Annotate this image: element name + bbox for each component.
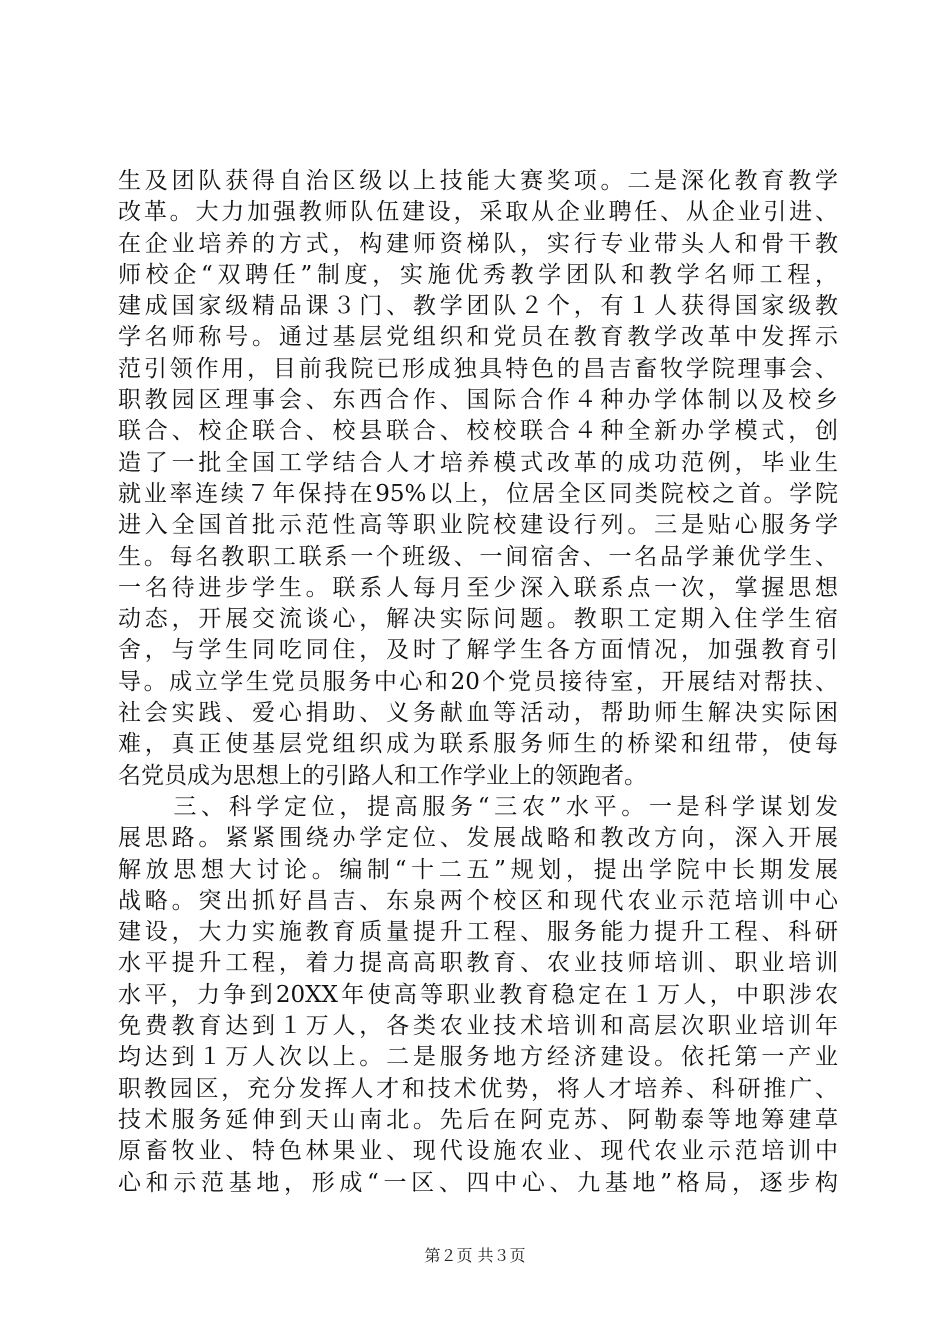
text-line-7: 范引领作用，目前我院已形成独具特色的昌吉畜牧学院理事会、: [118, 355, 838, 382]
text-line-33: 心和示范基地，形成“一区、四中心、九基地”格局，逐步构: [118, 1169, 838, 1196]
body-text: [118, 166, 838, 1199]
text-line-3: 在企业培养的方式，构建师资梯队，实行专业带头人和骨干教: [118, 230, 838, 257]
text-line-4: 师校企“双聘任”制度，实施优秀教学团队和教学名师工程，: [118, 261, 838, 288]
text-line-27: 水平，力争到20XX年使高等职业教育稳定在１万人，中职涉农: [118, 981, 838, 1008]
text-line-2: 改革。大力加强教师队伍建设，采取从企业聘任、从企业引进、: [118, 199, 838, 226]
text-line-31: 技术服务延伸到天山南北。先后在阿克苏、阿勒泰等地筹建草: [118, 1106, 838, 1133]
text-line-24: 战略。突出抓好昌吉、东泉两个校区和现代农业示范培训中心: [118, 887, 838, 914]
text-line-11: 就业率连续７年保持在95%以上，位居全区同类院校之首。学院: [118, 480, 838, 507]
text-line-28: 免费教育达到１万人，各类农业技术培训和高层次职业培训年: [118, 1013, 838, 1040]
text-line-12: 进入全国首批示范性高等职业院校建设行列。三是贴心服务学: [118, 512, 838, 539]
text-line-16: 舍，与学生同吃同住，及时了解学生各方面情况，加强教育引: [118, 637, 838, 664]
text-line-26: 水平提升工程，着力提高高职教育、农业技师培训、职业培训: [118, 950, 838, 977]
text-line-14: 一名待进步学生。联系人每月至少深入联系点一次，掌握思想: [118, 574, 838, 601]
text-line-22: 展思路。紧紧围绕办学定位、发展战略和教改方向，深入开展: [118, 825, 838, 852]
text-line-6: 学名师称号。通过基层党组织和党员在教育教学改革中发挥示: [118, 324, 838, 351]
text-line-21: 三、科学定位，提高服务“三农”水平。一是科学谋划发: [118, 793, 838, 820]
text-line-29: 均达到１万人次以上。二是服务地方经济建设。依托第一产业: [118, 1044, 838, 1071]
text-line-15: 动态，开展交流谈心，解决实际问题。教职工定期入住学生宿: [118, 606, 838, 633]
page-footer: 第２页 共３页: [424, 1246, 526, 1265]
text-line-19: 难，真正使基层党组织成为联系服务师生的桥梁和纽带，使每: [118, 731, 838, 758]
text-line-9: 联合、校企联合、校县联合、校校联合４种全新办学模式，创: [118, 418, 838, 445]
text-line-10: 造了一批全国工学结合人才培养模式改革的成功范例，毕业生: [118, 449, 838, 476]
text-line-20: 名党员成为思想上的引路人和工作学业上的领跑者。: [118, 762, 647, 789]
text-line-13: 生。每名教职工联系一个班级、一间宿舍、一名品学兼优学生、: [118, 543, 838, 570]
text-line-18: 社会实践、爱心捐助、义务献血等活动，帮助师生解决实际困: [118, 700, 838, 727]
text-line-23: 解放思想大讨论。编制“十二五”规划，提出学院中长期发展: [118, 856, 838, 883]
text-line-30: 职教园区，充分发挥人才和技术优势，将人才培养、科研推广、: [118, 1075, 838, 1102]
text-line-8: 职教园区理事会、东西合作、国际合作４种办学体制以及校乡: [118, 387, 838, 414]
text-line-1: 生及团队获得自治区级以上技能大赛奖项。二是深化教育教学: [118, 168, 838, 194]
text-line-17: 导。成立学生党员服务中心和20个党员接待室，开展结对帮扶、: [118, 668, 838, 695]
text-line-32: 原畜牧业、特色林果业、现代设施农业、现代农业示范培训中: [118, 1138, 838, 1165]
text-line-25: 建设，大力实施教育质量提升工程、服务能力提升工程、科研: [118, 919, 838, 946]
text-line-5: 建成国家级精品课３门、教学团队２个，有１人获得国家级教: [118, 293, 838, 320]
